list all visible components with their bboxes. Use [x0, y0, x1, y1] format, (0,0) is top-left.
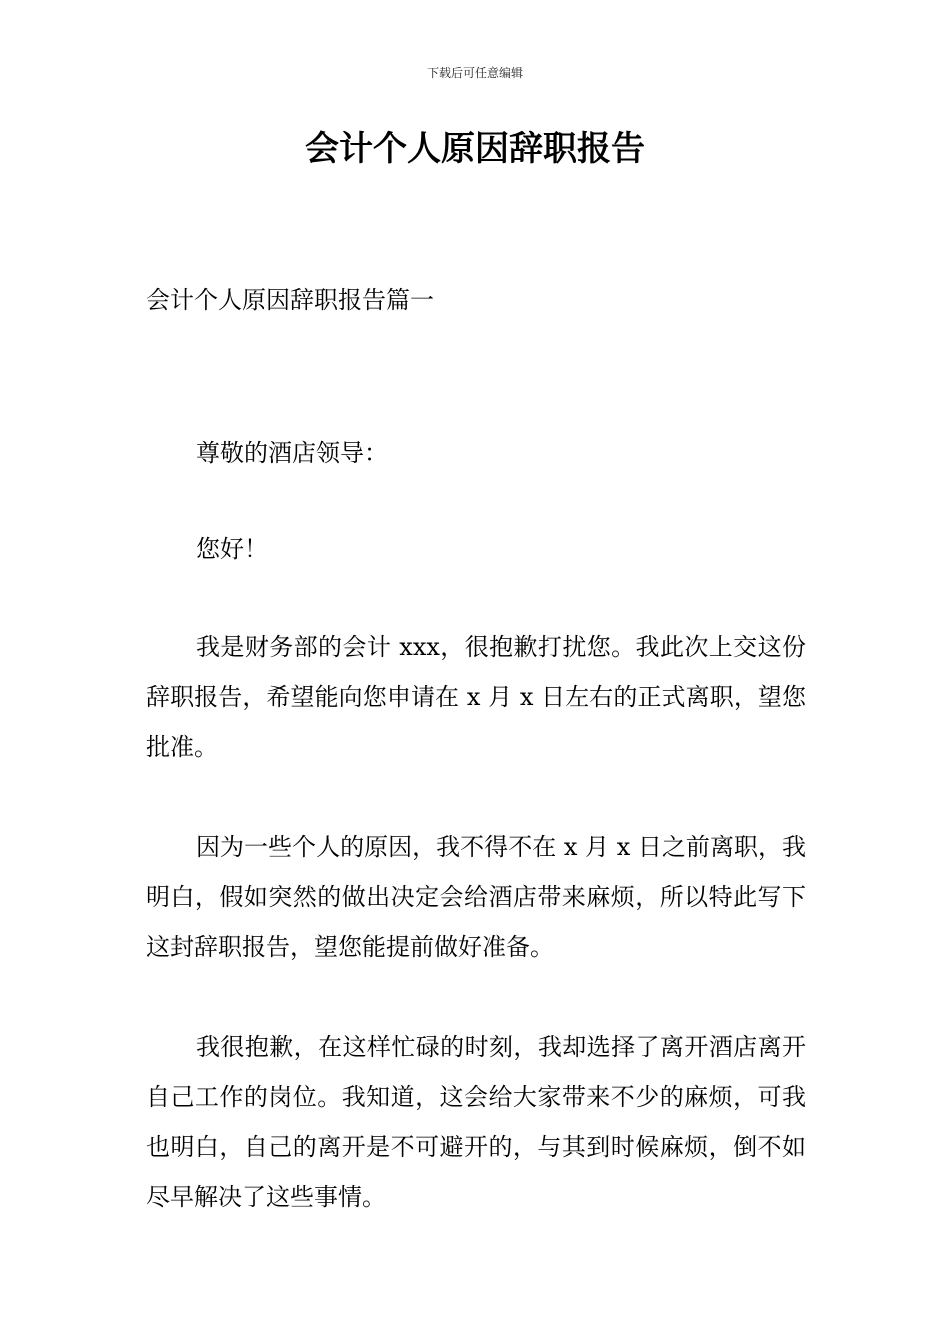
body-paragraph: 我很抱歉，在这样忙碌的时刻，我却选择了离开酒店离开自己工作的岗位。我知道，这会给大家带来不少的麻烦，可我也明白，自己的离开是不可避开的，与其到时候麻烦，倒不如尽早解决了这些事情。: [146, 1033, 806, 1211]
body-paragraph: 我是财务部的会计 xxx，很抱歉打扰您。我此次上交这份辞职报告，希望能向您申请在 x 月 x 日左右的正式离职，望您批准。: [146, 633, 806, 761]
section-heading: 会计个人原因辞职报告篇一: [146, 286, 434, 314]
greeting: 您好！: [196, 535, 268, 563]
salutation: 尊敬的酒店领导：: [196, 439, 388, 467]
header-note: 下载后可任意编辑: [426, 66, 523, 80]
body-paragraph: 因为一些个人的原因，我不得不在 x 月 x 日之前离职，我明白，假如突然的做出决定会给酒店带来麻烦，所以特此写下这封辞职报告，望您能提前做好准备。: [146, 833, 806, 961]
document-title: 会计个人原因辞职报告: [305, 129, 645, 169]
